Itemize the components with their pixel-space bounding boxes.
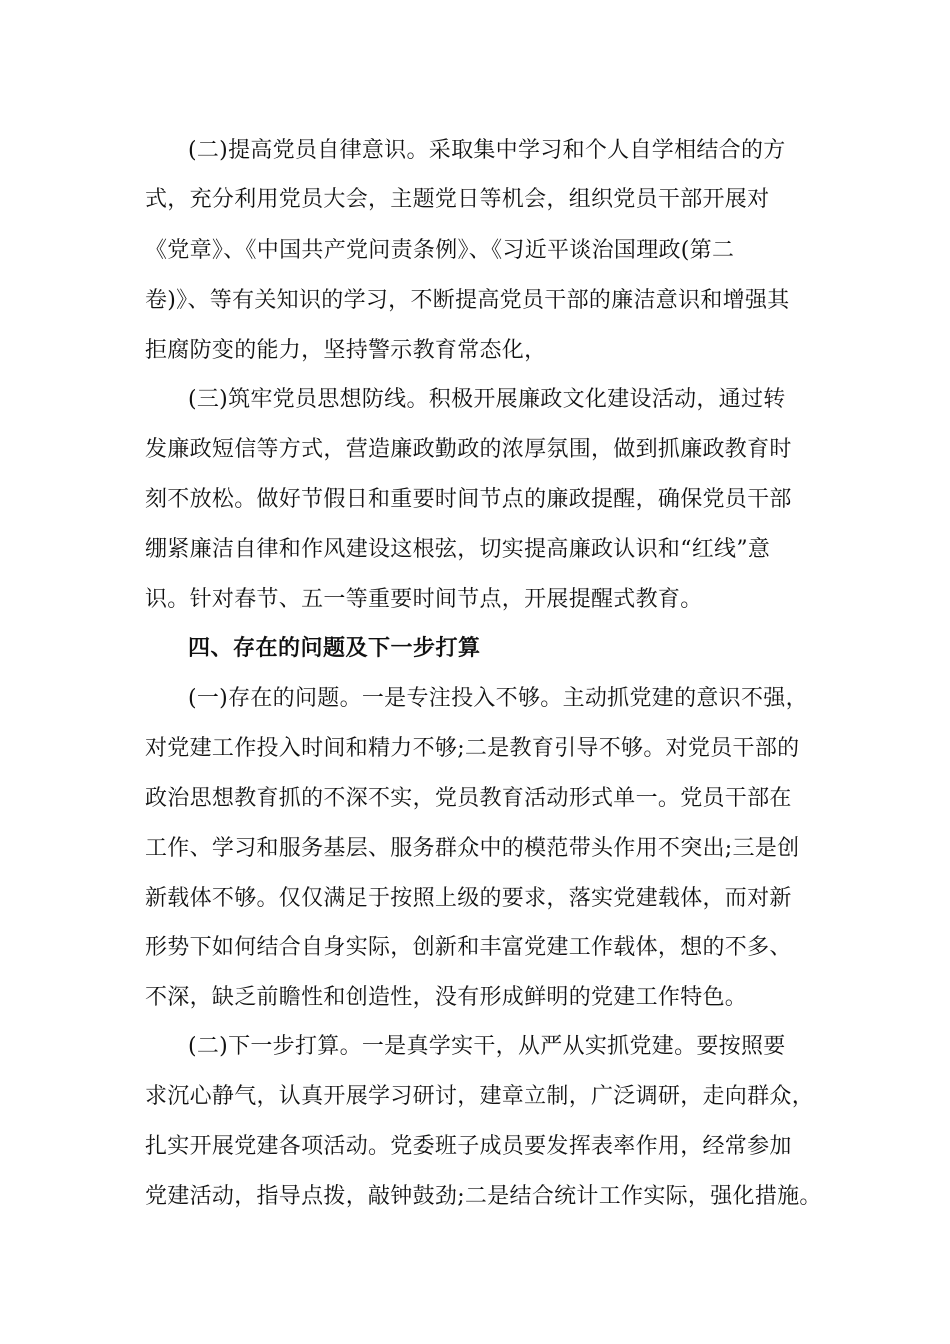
paragraph-line: 政治思想教育抓的不深不实，党员教育活动形式单一。党员干部在	[145, 786, 792, 811]
paragraph-line: 发廉政短信等方式，营造廉政勤政的浓厚氛围，做到抓廉政教育时	[145, 437, 792, 462]
paragraph-line: 式，充分利用党员大会，主题党日等机会，组织党员干部开展对	[145, 187, 770, 212]
paragraph-line: (二)提高党员自律意识。采取集中学习和个人自学相结合的方	[188, 138, 786, 163]
paragraph-line: 绷紧廉洁自律和作风建设这根弦，切实提高廉政认识和“红线”意	[145, 537, 771, 562]
paragraph-line: (三)筑牢党员思想防线。积极开展廉政文化建设活动，通过转	[188, 387, 786, 412]
paragraph-line: 对党建工作投入时间和精力不够;二是教育引导不够。对党员干部的	[145, 736, 800, 761]
paragraph-line: (二)下一步打算。一是真学实干，从严从实抓党建。要按照要	[188, 1034, 786, 1059]
paragraph-line: 《党章》、《中国共产党问责条例》、《习近平谈治国理政(第二	[145, 238, 735, 263]
paragraph-line: 形势下如何结合自身实际，创新和丰富党建工作载体，想的不多、	[145, 935, 792, 960]
paragraph-line: 识。针对春节、五一等重要时间节点，开展提醒式教育。	[145, 587, 703, 612]
paragraph-line: 求沉心静气，认真开展学习研讨，建章立制，广泛调研，走向群众，	[145, 1084, 815, 1109]
paragraph-line: 不深，缺乏前瞻性和创造性，没有形成鲜明的党建工作特色。	[145, 985, 748, 1010]
paragraph-line: 拒腐防变的能力，坚持警示教育常态化，	[145, 338, 547, 363]
paragraph-line: (一)存在的问题。一是专注投入不够。主动抓党建的意识不强，	[188, 686, 808, 711]
paragraph-line: 扎实开展党建各项活动。党委班子成员要发挥表率作用，经常参加	[145, 1134, 792, 1159]
paragraph-line: 卷)》、等有关知识的学习，不断提高党员干部的廉洁意识和增强其	[145, 288, 790, 313]
section-heading: 四、存在的问题及下一步打算	[188, 636, 481, 661]
paragraph-line: 刻不放松。做好节假日和重要时间节点的廉政提醒，确保党员干部	[145, 487, 792, 512]
paragraph-line: 党建活动，指导点拨，敲钟鼓劲;二是结合统计工作实际，强化措施。	[145, 1184, 822, 1209]
paragraph-line: 工作、学习和服务基层、服务群众中的模范带头作用不突出;三是创	[145, 836, 800, 861]
paragraph-line: 新载体不够。仅仅满足于按照上级的要求，落实党建载体，而对新	[145, 886, 792, 911]
